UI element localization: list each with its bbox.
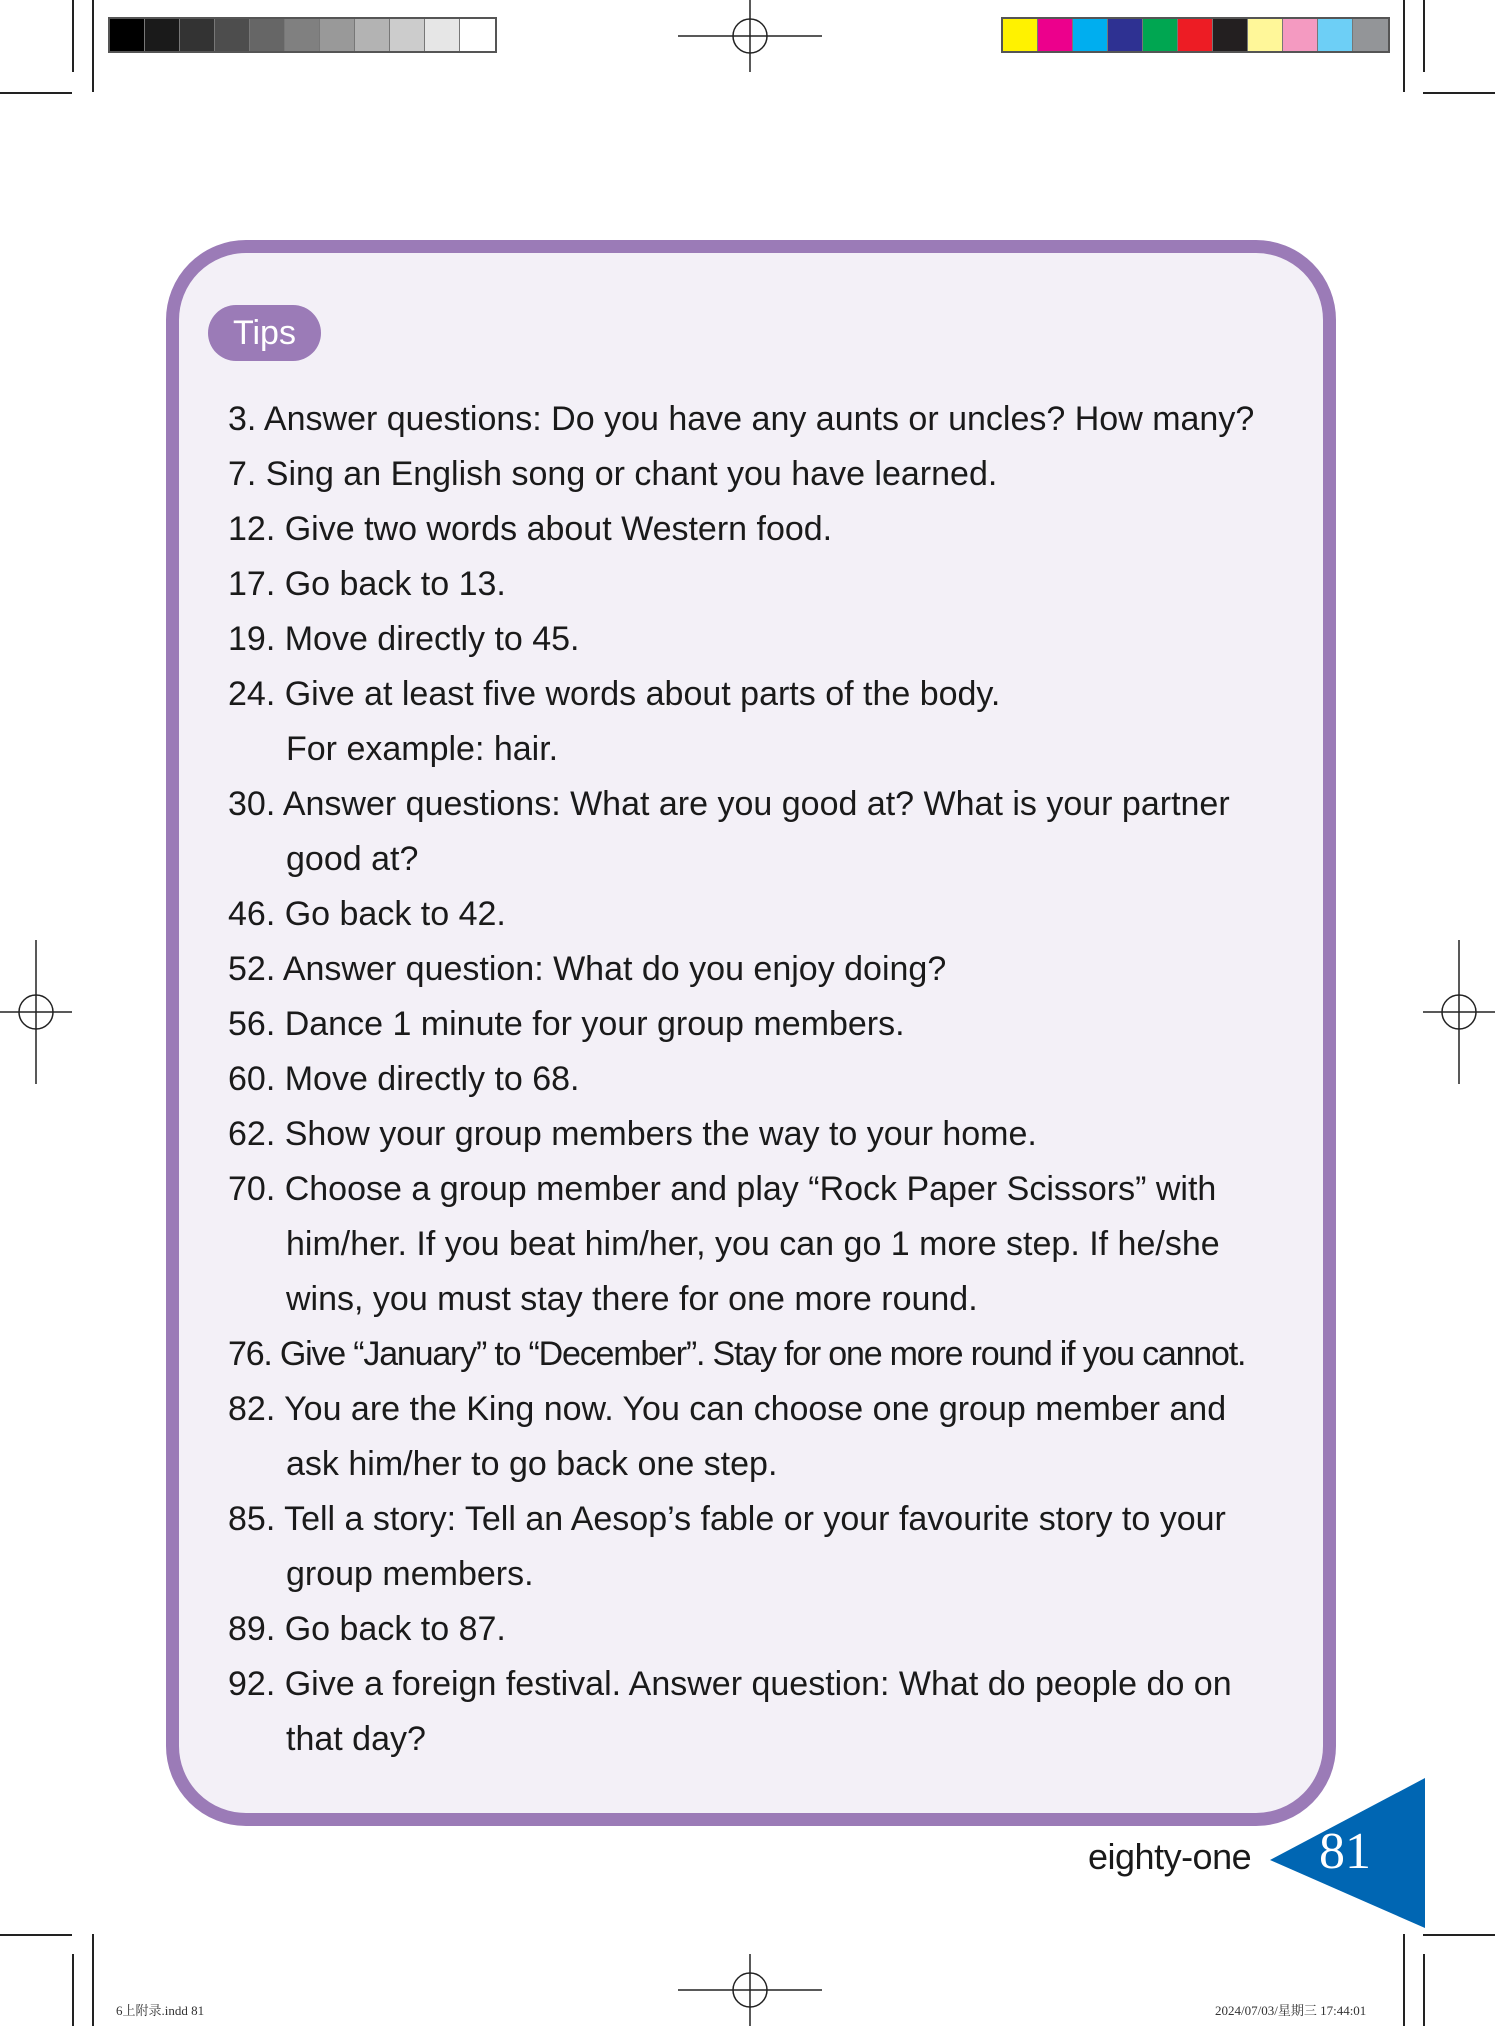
- gray-swatch: [355, 19, 390, 51]
- gray-swatch: [390, 19, 425, 51]
- tip-continuation: group members.: [286, 1555, 534, 1593]
- color-swatch: [1038, 19, 1073, 51]
- tip-continuation: For example: hair.: [286, 730, 559, 768]
- registration-mark-icon: [678, 1954, 822, 2026]
- color-swatch: [1108, 19, 1143, 51]
- crop-mark: [0, 92, 72, 94]
- color-swatch: [1353, 19, 1388, 51]
- tip-text: 56. Dance 1 minute for your group members.: [228, 1005, 905, 1043]
- color-swatch: [1073, 19, 1108, 51]
- tip-text: 52. Answer question: What do you enjoy doing?: [228, 950, 947, 988]
- tip-continuation: him/her. If you beat him/her, you can go 1 more step. If he/she: [286, 1225, 1220, 1263]
- color-calibration-strip: [1001, 17, 1390, 53]
- tip-continuation: good at?: [286, 840, 419, 878]
- gray-swatch: [460, 19, 495, 51]
- tips-list: [228, 392, 1298, 1767]
- tip-text: 7. Sing an English song or chant you have learned.: [228, 455, 998, 493]
- gray-swatch: [320, 19, 355, 51]
- tip-item: [228, 1327, 1298, 1382]
- registration-mark-icon: [678, 0, 822, 72]
- gray-swatch: [180, 19, 215, 51]
- page-number-words: eighty-one: [1088, 1836, 1252, 1877]
- color-swatch: [1143, 19, 1178, 51]
- registration-mark-icon: [0, 940, 72, 1084]
- tip-text: 24. Give at least five words about parts of the body.: [228, 675, 1001, 713]
- color-swatch: [1003, 19, 1038, 51]
- tip-text: 17. Go back to 13.: [228, 565, 506, 603]
- tip-text: 82. You are the King now. You can choose one group member and: [228, 1390, 1227, 1428]
- tip-text: 60. Move directly to 68.: [228, 1060, 580, 1098]
- tip-item: [228, 1107, 1298, 1162]
- gray-swatch: [215, 19, 250, 51]
- gray-calibration-strip: [108, 17, 497, 53]
- crop-mark: [0, 1934, 72, 1936]
- tip-item: [228, 1052, 1298, 1107]
- tip-item: [228, 557, 1298, 612]
- tip-item: [228, 1657, 1298, 1767]
- tip-continuation: ask him/her to go back one step.: [286, 1445, 778, 1483]
- tip-text: 19. Move directly to 45.: [228, 620, 580, 658]
- tip-item: [228, 447, 1298, 502]
- gray-swatch: [285, 19, 320, 51]
- tip-item: [228, 1492, 1298, 1602]
- tip-text: 70. Choose a group member and play “Rock Paper Scissors” with: [228, 1170, 1217, 1208]
- footer-timestamp: 2024/07/03/星期三 17:44:01: [1215, 2003, 1367, 2018]
- crop-mark: [92, 1934, 94, 2026]
- tip-item: [228, 887, 1298, 942]
- tip-text: 92. Give a foreign festival. Answer question: What do people do on: [228, 1665, 1232, 1703]
- crop-mark: [1423, 1954, 1425, 2026]
- tips-badge: Tips: [208, 305, 321, 361]
- color-swatch: [1283, 19, 1318, 51]
- registration-mark-icon: [1423, 940, 1495, 1084]
- gray-swatch: [110, 19, 145, 51]
- crop-mark: [1423, 92, 1495, 94]
- color-swatch: [1178, 19, 1213, 51]
- tip-item: [228, 942, 1298, 997]
- crop-mark: [1423, 0, 1425, 72]
- tip-continuation: wins, you must stay there for one more round.: [286, 1280, 978, 1318]
- tip-item: [228, 997, 1298, 1052]
- page-number: 81: [1319, 1823, 1371, 1880]
- tip-item: [228, 1162, 1298, 1327]
- tip-item: [228, 392, 1298, 447]
- footer-file-name: 6上附录.indd 81: [116, 2003, 205, 2018]
- tip-text: 46. Go back to 42.: [228, 895, 506, 933]
- crop-mark: [1403, 1934, 1405, 2026]
- tip-continuation: that day?: [286, 1720, 426, 1758]
- tip-text: 89. Go back to 87.: [228, 1610, 506, 1648]
- color-swatch: [1318, 19, 1353, 51]
- tip-item: [228, 502, 1298, 557]
- tip-text: 3. Answer questions: Do you have any aunts or uncles? How many?: [228, 400, 1255, 438]
- crop-mark: [92, 0, 94, 92]
- color-swatch: [1248, 19, 1283, 51]
- tip-item: [228, 612, 1298, 667]
- tip-text: 12. Give two words about Western food.: [228, 510, 833, 548]
- crop-mark: [1423, 1934, 1495, 1936]
- tip-text: 62. Show your group members the way to your home.: [228, 1115, 1037, 1153]
- tip-item: [228, 667, 1298, 777]
- tip-text: 30. Answer questions: What are you good at? What is your partner: [228, 785, 1230, 823]
- tip-item: [228, 777, 1298, 887]
- crop-mark: [72, 1954, 74, 2026]
- gray-swatch: [145, 19, 180, 51]
- crop-mark: [1403, 0, 1405, 92]
- crop-mark: [72, 0, 74, 72]
- color-swatch: [1213, 19, 1248, 51]
- gray-swatch: [425, 19, 460, 51]
- gray-swatch: [250, 19, 285, 51]
- tip-text: 76. Give “January” to “December”. Stay for one more round if you cannot.: [228, 1335, 1246, 1373]
- tip-item: [228, 1382, 1298, 1492]
- tip-item: [228, 1602, 1298, 1657]
- tip-text: 85. Tell a story: Tell an Aesop’s fable or your favourite story to your: [228, 1500, 1226, 1538]
